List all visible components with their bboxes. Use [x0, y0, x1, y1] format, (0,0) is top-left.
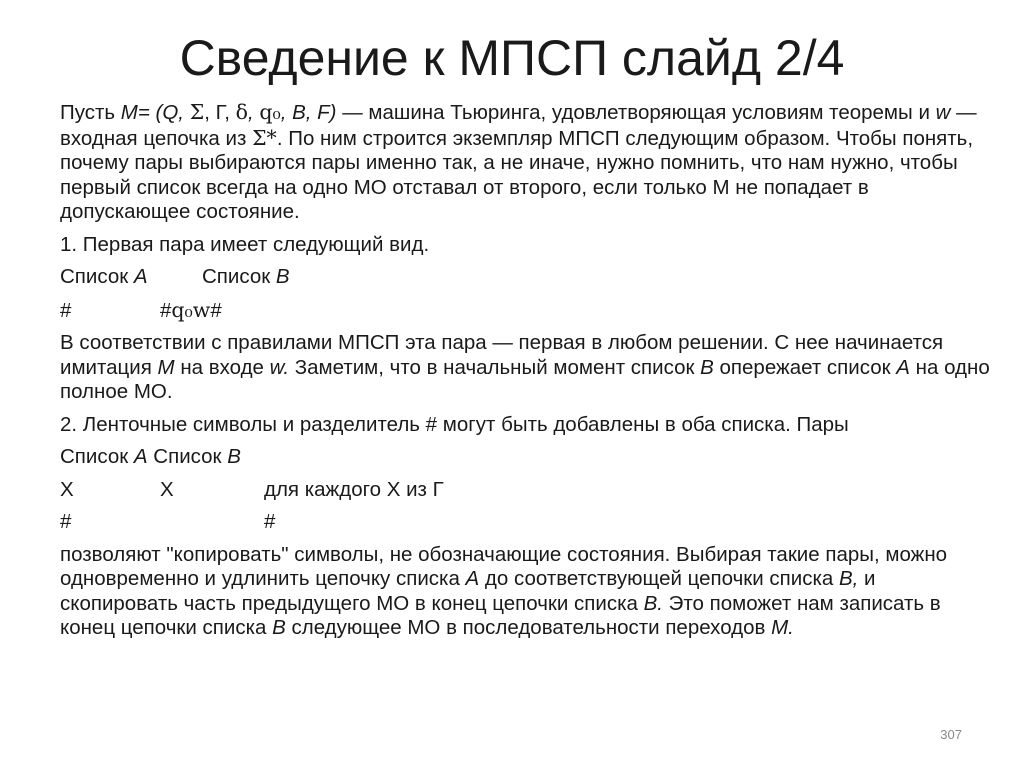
pair2-row-hash: [60, 510, 990, 535]
pair2-row-hash-right: #: [264, 510, 276, 533]
pair2-header: Список A Список B: [60, 445, 241, 468]
tuple-sep-1: , Г,: [204, 101, 236, 124]
pair2-row-x-left: X: [60, 477, 74, 501]
machine-tuple-start: M= (Q,: [120, 101, 190, 124]
intro-paragraph: [60, 100, 990, 225]
tuple-end: , B, F): [280, 101, 337, 124]
pair2-row-x-note: для каждого X из Г: [264, 477, 444, 501]
intro-text-1: Пусть: [60, 101, 121, 124]
sigma-symbol: Σ: [189, 100, 205, 124]
paragraph-2: В соответствии с правилами МПСП эта пара — первая в любом решении. С нее начинается имитация M на входе w. Заметим, что в начальный момент список B опережает список A на одно полное МО.: [60, 331, 990, 403]
tuple-sep-2: ,: [247, 101, 260, 124]
pair1-left: #: [60, 298, 72, 322]
pair1-header: [60, 265, 990, 290]
pair1-right: #q₀w#: [160, 297, 222, 322]
pair1-list-b-label: Список B: [202, 265, 290, 288]
q0-symbol: q₀: [259, 100, 281, 124]
delta-symbol: δ: [235, 100, 248, 124]
paragraph-3: позволяют "копировать" символы, не обозначающие состояния. Выбирая такие пары, можно одновременно и удлинить цепочку списка A до соответствующей цепочки списка B, и скопировать часть предыдущего МО в конец цепочки списка B. Это поможет нам записать в конец цепочки списка B следующее МО в последовательности переходов M.: [60, 542, 948, 639]
pair1-row: [60, 298, 990, 324]
pair2-row-hash-left: #: [60, 510, 72, 533]
intro-text-4: . По ним строится экземпляр МПСП следующим образом. Чтобы понять, почему пары выбираются пары именно так, а не иначе, нужно помнить, что нам нужно, чтобы первый список всегда на одно МО отставал от второго, если только M не попадает в допускающее состояние.: [60, 126, 974, 223]
pair1-list-a-label: Список A: [60, 265, 148, 288]
slide-body: [60, 100, 990, 649]
w-symbol: w: [935, 101, 951, 124]
intro-text-3: — входная цепочка из: [60, 101, 977, 150]
item-1: 1. Первая пара имеет следующий вид.: [60, 232, 430, 256]
pair2-row-x-right: X: [160, 477, 174, 501]
item-2: 2. Ленточные символы и разделитель # могут быть добавлены в оба списка. Пары: [60, 412, 849, 436]
pair2-row-x: [60, 478, 990, 503]
sigma-star-symbol: Σ*: [252, 125, 277, 150]
intro-text-2: — машина Тьюринга, удовлетворяющая условиям теоремы и: [336, 101, 936, 124]
page-number: 307: [940, 727, 962, 742]
slide-title: Сведение к МПСП слайд 2/4: [179, 30, 845, 86]
